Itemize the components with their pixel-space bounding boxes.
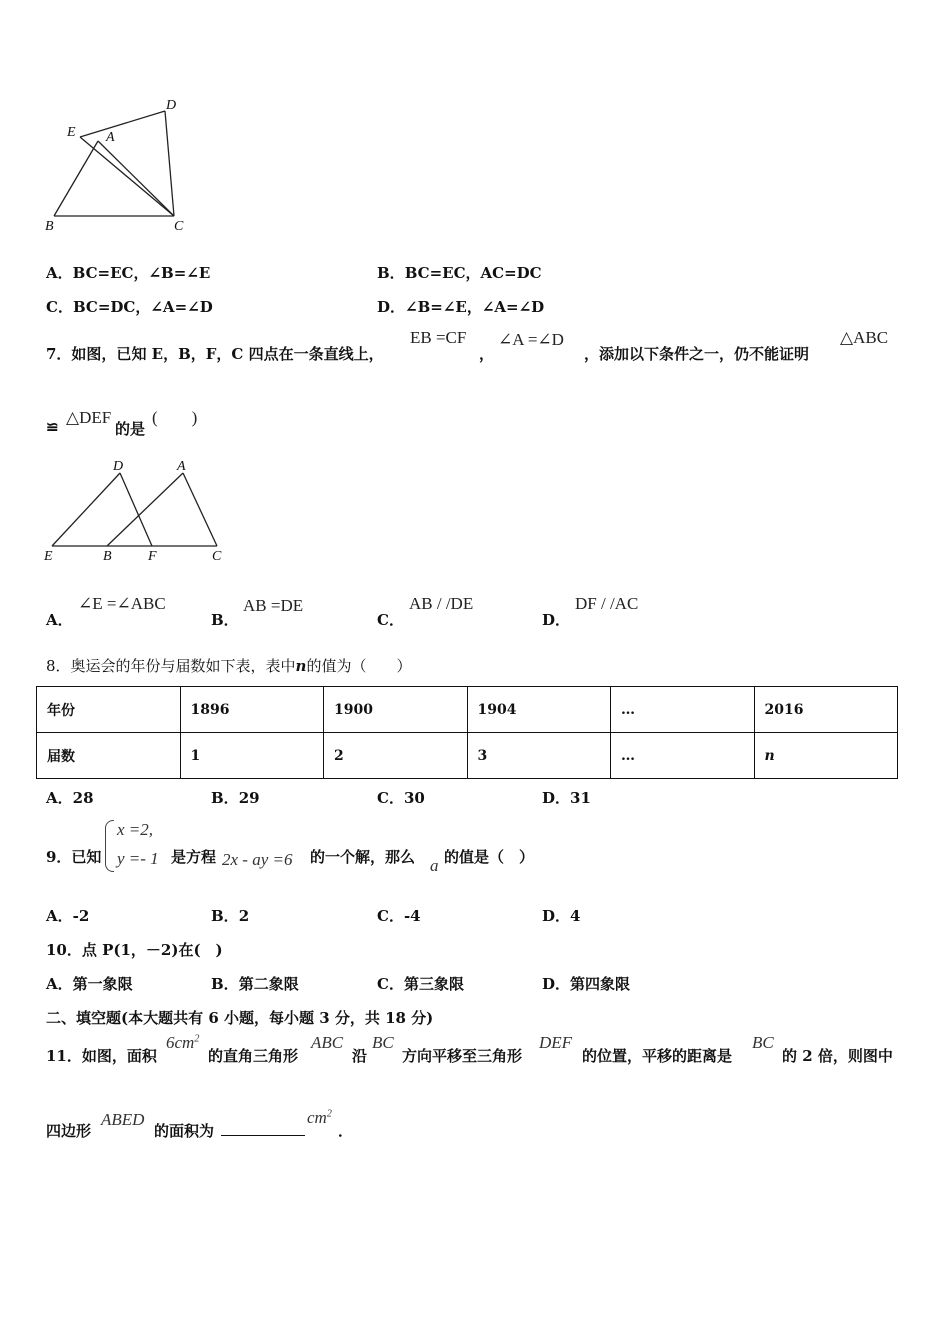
q11-def: DEF xyxy=(539,1033,573,1052)
table-cell: 3 xyxy=(467,733,611,779)
q11-bc2: BC xyxy=(752,1033,774,1052)
table-cell: … xyxy=(611,687,755,733)
q10-option-d[interactable]: D．第四象限 xyxy=(542,975,631,993)
q7-figure xyxy=(40,455,240,567)
q7-option-c-math: AB / /DE xyxy=(409,594,474,613)
q11-part4: 方向平移至三角形 xyxy=(402,1047,523,1065)
q9-equation: 2x - ay =6 xyxy=(222,850,293,869)
fig2-label-D: D xyxy=(113,459,124,474)
q11-abc: ABC xyxy=(311,1033,344,1052)
q8-option-d[interactable]: D．31 xyxy=(542,789,591,807)
fig2-label-C: C xyxy=(212,549,222,564)
q9-mid: 是方程 xyxy=(171,848,217,866)
q11-abed: ABED xyxy=(101,1110,145,1129)
table-cell: 1904 xyxy=(467,687,611,733)
fig1-line-AB xyxy=(54,141,98,216)
section2-heading: 二、填空题(本大题共有 6 小题，每小题 3 分，共 18 分) xyxy=(46,1009,434,1027)
q10-option-c[interactable]: C．第三象限 xyxy=(377,975,464,993)
fig1-label-D: D xyxy=(166,98,177,113)
q6-option-b[interactable]: B．BC=EC，AC=DC xyxy=(377,264,542,282)
q8-option-a[interactable]: A．28 xyxy=(46,789,94,807)
q10-option-a[interactable]: A．第一象限 xyxy=(46,975,133,993)
q7-option-b-letter[interactable]: B． xyxy=(211,611,239,629)
q7-answer-paren: ( ) xyxy=(152,408,198,427)
table-cell: 1900 xyxy=(324,687,468,733)
q9-option-c[interactable]: C．-4 xyxy=(377,907,421,925)
q8-table xyxy=(36,686,898,779)
q6-figure xyxy=(40,95,200,240)
table-cell: 2 xyxy=(324,733,468,779)
q9-end: 的值是（ ） xyxy=(444,848,535,866)
q9-mid2: 的一个解，那么 xyxy=(310,848,416,866)
q9-option-b[interactable]: B．2 xyxy=(211,907,250,925)
q9-option-a[interactable]: A．-2 xyxy=(46,907,90,925)
fig1-line-ED xyxy=(80,111,165,137)
q9-option-d[interactable]: D．4 xyxy=(542,907,581,925)
q11-part1: 11．如图，面积 xyxy=(46,1047,157,1065)
table-cell: … xyxy=(611,733,755,779)
q11-bc: BC xyxy=(372,1033,394,1052)
q11-area: $6cm^2$ xyxy=(166,1033,200,1052)
q9-system-line1: x =2, xyxy=(117,820,154,839)
fig1-line-AC xyxy=(98,141,174,216)
fig1-label-E: E xyxy=(67,125,76,140)
q7-math-angle-a-d: ∠A =∠D xyxy=(498,330,564,349)
q11-period: ． xyxy=(338,1122,354,1140)
q7-option-a-letter[interactable]: A． xyxy=(46,611,73,629)
q8-stem: 8．奥运会的年份与届数如下表，表中n的值为（ ） xyxy=(46,657,412,675)
q11-unit: $cm^2$ xyxy=(307,1108,332,1127)
fig2-label-F: F xyxy=(148,549,157,564)
q7-math-abc: △ABC xyxy=(840,328,889,347)
q7-stem-part3: 的是 xyxy=(115,420,146,438)
q7-stem-part1: 7．如图，已知 E，B，F，C 四点在一条直线上， xyxy=(46,345,384,363)
table-row xyxy=(37,687,898,733)
q7-option-d-letter[interactable]: D． xyxy=(542,611,571,629)
table-cell: n xyxy=(754,733,898,779)
q7-comma: ， xyxy=(479,345,495,363)
q7-math-def: △DEF xyxy=(66,408,112,427)
q7-option-c-letter[interactable]: C． xyxy=(377,611,404,629)
q9-system-brace xyxy=(105,820,114,872)
table-row xyxy=(37,733,898,779)
fig1-label-B: B xyxy=(45,219,54,234)
fig2-line-BA xyxy=(107,473,183,546)
table-cell: 届数 xyxy=(37,733,181,779)
q8-option-c[interactable]: C．30 xyxy=(377,789,425,807)
q10-stem: 10．点 P(1，－2)在( ) xyxy=(46,941,223,959)
fig1-label-A: A xyxy=(106,130,115,145)
q8-option-b[interactable]: B．29 xyxy=(211,789,260,807)
q7-congruent-sign: ≌ xyxy=(46,418,59,436)
q7-option-b-math: AB =DE xyxy=(243,596,304,615)
table-cell: 1896 xyxy=(180,687,324,733)
q6-option-a[interactable]: A．BC=EC，∠B=∠E xyxy=(46,264,211,282)
q6-option-d[interactable]: D．∠B=∠E，∠A=∠D xyxy=(377,298,545,316)
fig2-label-E: E xyxy=(44,549,53,564)
q11-part8: 的面积为 xyxy=(154,1122,215,1140)
q10-option-b[interactable]: B．第二象限 xyxy=(211,975,299,993)
q11-part3: 沿 xyxy=(352,1047,368,1065)
q11-part6: 的 2 倍，则图中 xyxy=(782,1047,893,1065)
q11-part5: 的位置，平移的距离是 xyxy=(582,1047,733,1065)
q9-prefix: 9．已知 xyxy=(46,848,102,866)
q7-option-d-math: DF / /AC xyxy=(575,594,639,613)
q11-part7: 四边形 xyxy=(46,1122,92,1140)
fig1-line-DC xyxy=(165,111,174,216)
fig1-label-C: C xyxy=(174,219,184,234)
fig2-label-A: A xyxy=(177,459,186,474)
q11-answer-blank[interactable] xyxy=(221,1121,305,1136)
q6-option-c[interactable]: C．BC=DC，∠A=∠D xyxy=(46,298,213,316)
table-cell: 1 xyxy=(180,733,324,779)
fig2-label-B: B xyxy=(103,549,112,564)
q7-option-a-math: ∠E =∠ABC xyxy=(78,594,166,613)
q9-system-line2: y =- 1 xyxy=(117,849,159,868)
fig2-line-AC xyxy=(183,473,217,546)
q7-math-eb-cf: EB =CF xyxy=(410,328,467,347)
fig2-line-ED xyxy=(52,473,120,546)
fig2-line-DF xyxy=(120,473,152,546)
q9-var-a: a xyxy=(430,856,439,875)
table-cell: 年份 xyxy=(37,687,181,733)
q7-stem-part2: ，添加以下条件之一，仍不能证明 xyxy=(584,345,810,363)
table-cell: 2016 xyxy=(754,687,898,733)
q11-part2: 的直角三角形 xyxy=(208,1047,299,1065)
